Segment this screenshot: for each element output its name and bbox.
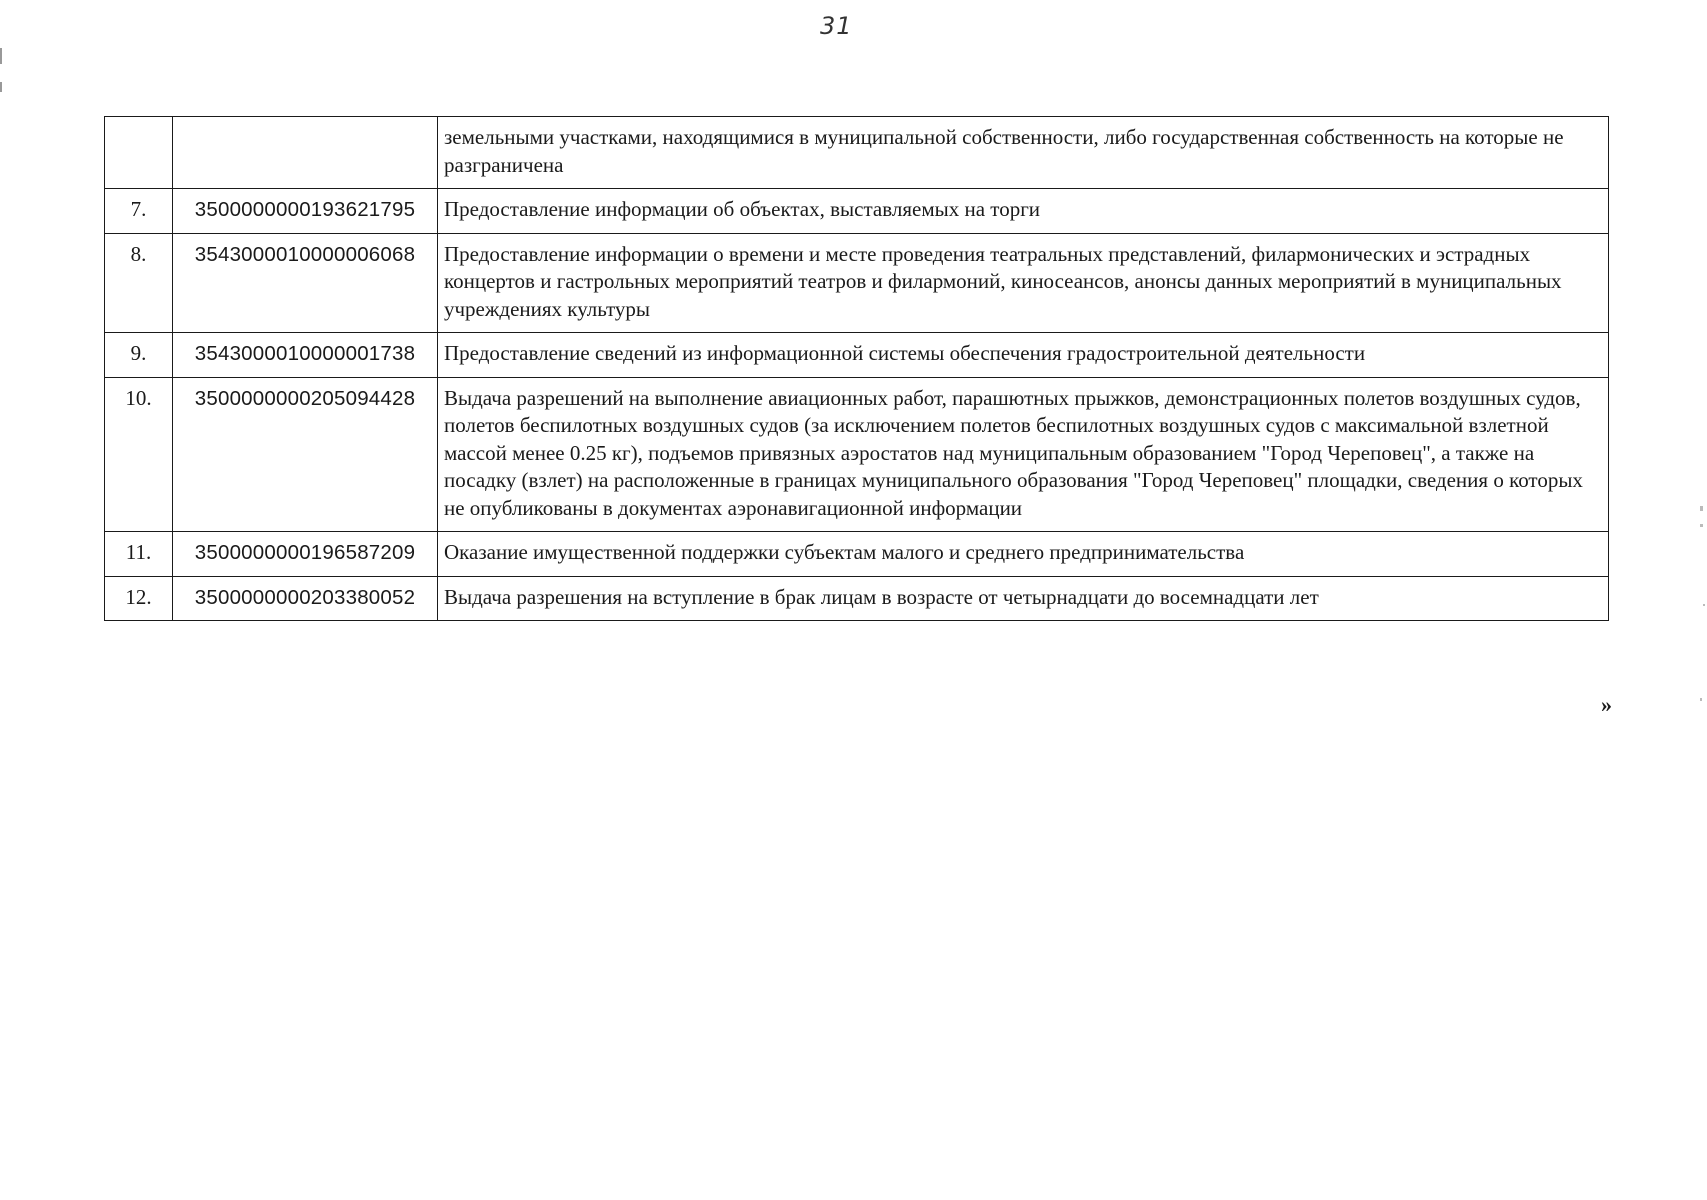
scan-edge-mark xyxy=(0,82,2,92)
service-code: 3543000010000006068 xyxy=(173,233,438,333)
service-code: 3543000010000001738 xyxy=(173,333,438,378)
table-row xyxy=(105,377,1609,532)
service-code xyxy=(173,117,438,189)
table-row xyxy=(105,532,1609,577)
row-number: 12. xyxy=(105,576,173,621)
row-number: 8. xyxy=(105,233,173,333)
row-number: 7. xyxy=(105,189,173,234)
row-number: 11. xyxy=(105,532,173,577)
table-row xyxy=(105,117,1609,189)
table-row xyxy=(105,576,1609,621)
row-number: 10. xyxy=(105,377,173,532)
table-row xyxy=(105,189,1609,234)
service-code: 3500000000196587209 xyxy=(173,532,438,577)
service-name: Оказание имущественной поддержки субъектам малого и среднего предпринимательства xyxy=(438,532,1609,577)
page-number: 31 xyxy=(820,12,853,40)
row-number xyxy=(105,117,173,189)
service-name: Предоставление сведений из информационной системы обеспечения градостроительной деятельности xyxy=(438,333,1609,378)
closing-quote-mark: » xyxy=(1601,692,1612,717)
table-row xyxy=(105,233,1609,333)
scan-speck xyxy=(1700,698,1702,701)
scan-edge-mark xyxy=(0,48,2,64)
scan-speck xyxy=(1700,524,1703,527)
service-name: земельными участками, находящимися в муниципальной собственности, либо государственная собственность на которые не разграничена xyxy=(438,117,1609,189)
service-name: Выдача разрешений на выполнение авиационных работ, парашютных прыжков, демонстрационных полетов воздушных судов, полетов беспилотных воздушных судов (за исключением полетов беспилотных воздушных судов с максимальной взлетной массой менее 0.25 кг), подъемов привязных аэростатов над муниципальным образованием "Город Череповец", а также на посадку (взлет) на расположенные в границах муниципального образования "Город Череповец" площадки, сведения о которых не опубликованы в документах аэронавигационной информации xyxy=(438,377,1609,532)
service-name: Выдача разрешения на вступление в брак лицам в возрасте от четырнадцати до восемнадцати лет xyxy=(438,576,1609,621)
service-code: 3500000000205094428 xyxy=(173,377,438,532)
service-code: 3500000000193621795 xyxy=(173,189,438,234)
service-code: 3500000000203380052 xyxy=(173,576,438,621)
services-table xyxy=(104,116,1609,621)
scan-speck xyxy=(1700,506,1703,511)
table-row xyxy=(105,333,1609,378)
scan-speck xyxy=(1703,604,1705,606)
row-number: 9. xyxy=(105,333,173,378)
service-name: Предоставление информации о времени и месте проведения театральных представлений, филармонических и эстрадных концертов и гастрольных мероприятий театров и филармоний, киносеансов, анонсы данных мероприятий в муниципальных учреждениях культуры xyxy=(438,233,1609,333)
service-name: Предоставление информации об объектах, выставляемых на торги xyxy=(438,189,1609,234)
